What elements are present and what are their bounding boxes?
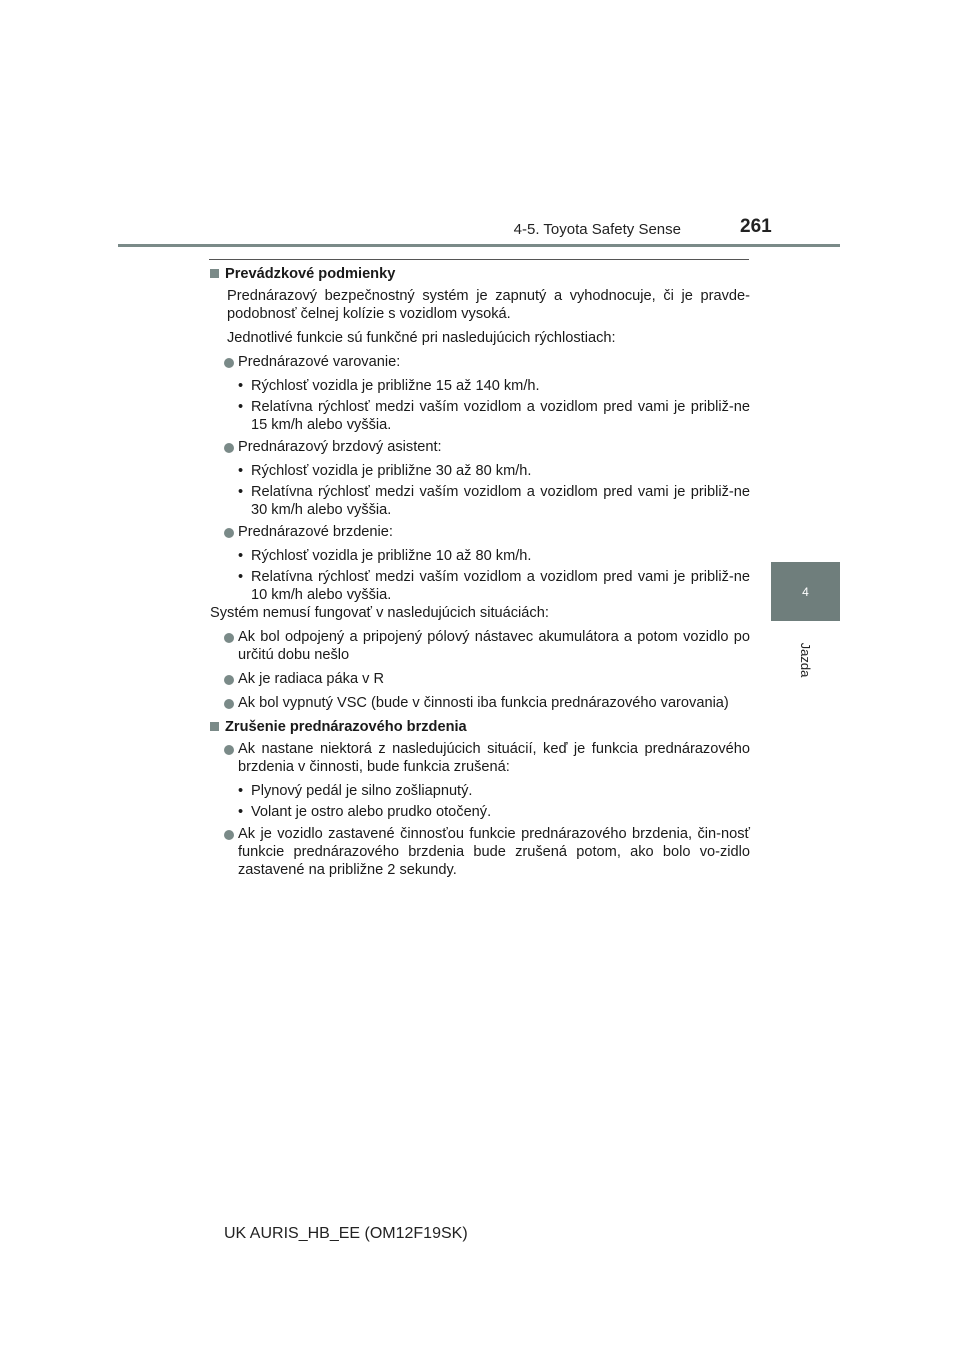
footer-doc-code: UK AURIS_HB_EE (OM12F19SK) [224, 1225, 468, 1242]
list-item: Ak je radiaca páka v R [210, 670, 750, 688]
sub-item: • Relatívna rýchlosť medzi vaším vozidlom a vozidlom pred vami je približ-ne 30 km/h alebo vyššia. [238, 484, 750, 518]
circle-bullet-icon [224, 745, 234, 755]
circle-bullet-icon [224, 675, 234, 685]
sub-item: • Volant je ostro alebo prudko otočený. [238, 804, 492, 820]
sub-item: • Relatívna rýchlosť medzi vaším vozidlom a vozidlom pred vami je približ-ne 10 km/h alebo vyššia. [238, 569, 750, 603]
sub-item: • Rýchlosť vozidla je približne 15 až 140 km/h. [238, 378, 540, 394]
circle-bullet-icon [224, 443, 234, 453]
paragraph: Jednotlivé funkcie sú funkčné pri nasledujúcich rýchlostiach: [227, 330, 616, 346]
content-rule [209, 259, 749, 260]
list-item: Prednárazové brzdenie: [210, 523, 750, 541]
circle-bullet-icon [224, 528, 234, 538]
circle-bullet-icon [224, 699, 234, 709]
chapter-number: 4 [802, 584, 809, 599]
sub-item: • Plynový pedál je silno zošliapnutý. [238, 783, 473, 799]
square-bullet-icon [210, 722, 219, 731]
chapter-tab [771, 562, 840, 621]
paragraph: Prednárazový bezpečnostný systém je zapnutý a vyhodnocuje, či je pravde-podobnosť čelnej kolízie s vozidlom vysoká. [227, 288, 750, 322]
circle-bullet-icon [224, 358, 234, 368]
list-item: Ak je vozidlo zastavené činnosťou funkcie prednárazového brzdenia, čin-nosť funkcie prednárazového brzdenia bude zrušená potom, ako bolo vo-zidlo zastavené na približne 2 sekundy. [210, 825, 750, 879]
paragraph: Systém nemusí fungovať v nasledujúcich situáciách: [210, 605, 549, 621]
list-item: Ak bol vypnutý VSC (bude v činnosti iba funkcia prednárazového varovania) [210, 694, 750, 712]
circle-bullet-icon [224, 830, 234, 840]
list-item: Prednárazový brzdový asistent: [210, 438, 750, 456]
page-content [210, 265, 750, 885]
chapter-label: Jazda [798, 642, 813, 678]
list-item: Ak nastane niektorá z nasledujúcich situácií, keď je funkcia prednárazového brzdenia v činnosti, bude funkcia zrušená: [210, 740, 750, 776]
list-item: Ak bol odpojený a pripojený pólový nástavec akumulátora a potom vozidlo po určitú dobu nešlo [210, 628, 750, 664]
sub-item: • Rýchlosť vozidla je približne 10 až 80 km/h. [238, 548, 532, 564]
list-item: Prednárazové varovanie: [210, 353, 750, 371]
sub-item: • Relatívna rýchlosť medzi vaším vozidlom a vozidlom pred vami je približ-ne 15 km/h alebo vyššia. [238, 399, 750, 433]
section-heading: Prevádzkové podmienky [210, 265, 750, 283]
sub-item: • Rýchlosť vozidla je približne 30 až 80 km/h. [238, 463, 532, 479]
header-rule [118, 244, 840, 247]
running-header-section: 4-5. Toyota Safety Sense [513, 221, 681, 238]
page-number: 261 [740, 216, 772, 237]
circle-bullet-icon [224, 633, 234, 643]
square-bullet-icon [210, 269, 219, 278]
section-heading: Zrušenie prednárazového brzdenia [210, 718, 750, 736]
